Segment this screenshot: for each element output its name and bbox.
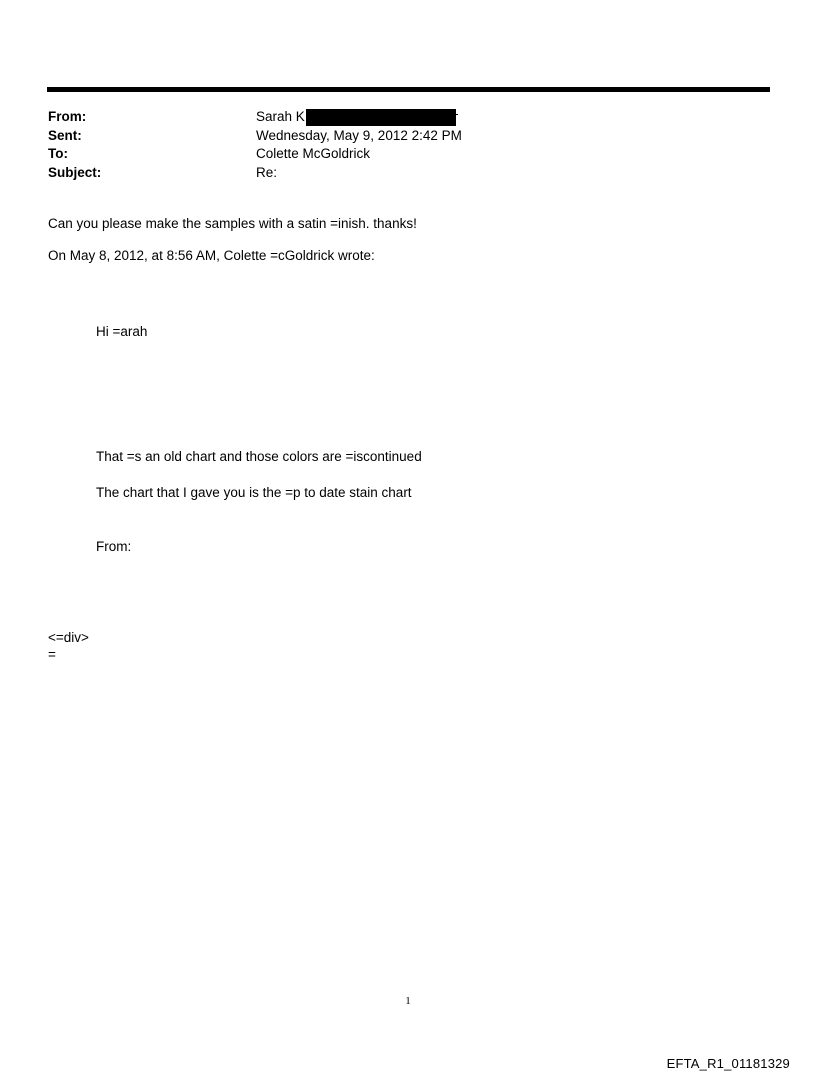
sent-label: Sent: xyxy=(48,127,82,143)
from-label: From: xyxy=(48,109,87,124)
document-id: EFTA_R1_01181329 xyxy=(666,1056,790,1071)
from-row xyxy=(48,108,748,127)
quoted-paragraph-2: The chart that I gave you is the =p to date stain chart xyxy=(96,485,412,500)
subject-label: Subject: xyxy=(48,164,102,180)
trailer-equals: = xyxy=(48,647,56,662)
body-line-1: Can you please make the samples with a satin =inish. thanks! xyxy=(48,216,417,231)
sent-row xyxy=(48,127,748,146)
page-number: 1 xyxy=(405,995,411,1007)
redaction-tail xyxy=(456,114,458,115)
quoted-greeting: Hi =arah xyxy=(96,324,148,339)
subject-row xyxy=(48,164,748,183)
to-value: Colette McGoldrick xyxy=(256,146,371,161)
from-value-wrap xyxy=(256,108,458,127)
trailer-div-tag: <=div> xyxy=(48,630,89,645)
subject-value: Re: xyxy=(256,164,278,180)
body-line-2: On May 8, 2012, at 8:56 AM, Colette =cGoldrick wrote: xyxy=(48,248,375,263)
header-rule xyxy=(47,87,770,92)
sent-value: Wednesday, May 9, 2012 2:42 PM xyxy=(256,127,462,143)
quoted-paragraph-1: That =s an old chart and those colors are =iscontinued xyxy=(96,449,422,464)
from-value: Sarah K xyxy=(256,109,305,124)
email-header xyxy=(48,108,748,182)
redaction-block xyxy=(306,109,456,126)
to-row xyxy=(48,145,748,164)
to-label: To: xyxy=(48,146,68,161)
quoted-from-label: From: xyxy=(96,539,132,554)
